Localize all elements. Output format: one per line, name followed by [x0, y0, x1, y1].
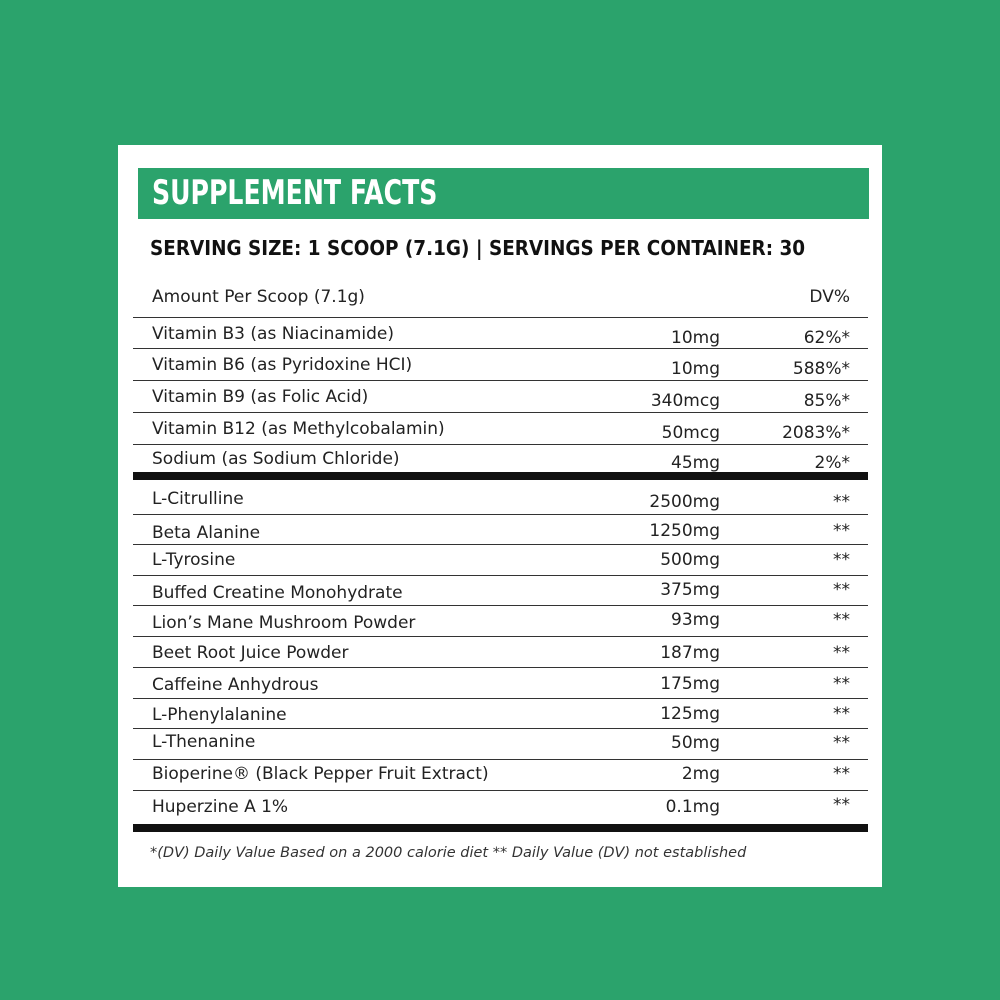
vitamins-section — [133, 318, 868, 480]
table-row — [133, 515, 868, 545]
table-row — [133, 480, 868, 515]
table-row — [133, 576, 868, 606]
nutrient-amount: 45mg — [671, 453, 720, 473]
facts-table — [133, 281, 868, 832]
ingredient-amount: 93mg — [671, 610, 720, 630]
amount-per-scoop-label: Amount Per Scoop (7.1g) — [152, 287, 365, 307]
nutrient-name: Vitamin B6 (as Pyridoxine HCI) — [152, 355, 413, 375]
ingredient-amount: 2500mg — [649, 492, 720, 512]
ingredients-section — [133, 480, 868, 832]
ingredient-name: Caffeine Anhydrous — [152, 675, 319, 695]
ingredient-name: Buffed Creatine Monohydrate — [152, 583, 403, 603]
table-row — [133, 699, 868, 729]
title-bar — [138, 168, 869, 219]
table-row — [133, 413, 868, 445]
dv-header: DV% — [809, 287, 850, 307]
ingredient-amount: 375mg — [660, 580, 720, 600]
ingredient-name: Huperzine A 1% — [152, 797, 289, 817]
table-row — [133, 349, 868, 381]
nutrient-amount: 50mcg — [661, 423, 720, 443]
nutrient-name: Vitamin B12 (as Methylcobalamin) — [152, 419, 445, 439]
ingredient-dv: ** — [833, 521, 850, 541]
ingredient-name: Beet Root Juice Powder — [152, 643, 349, 663]
panel-title: SUPPLEMENT FACTS — [152, 173, 438, 213]
ingredient-dv: ** — [833, 610, 850, 630]
nutrient-dv: 2%* — [814, 453, 850, 473]
ingredient-dv: ** — [833, 764, 850, 784]
ingredient-name: Lion’s Mane Mushroom Powder — [152, 613, 416, 633]
nutrient-amount: 10mg — [671, 359, 720, 379]
nutrient-dv: 85%* — [803, 391, 850, 411]
supplement-facts-panel — [118, 145, 882, 887]
ingredient-dv: ** — [833, 795, 850, 815]
ingredient-dv: ** — [833, 643, 850, 663]
nutrient-amount: 340mcg — [650, 391, 720, 411]
table-row — [133, 545, 868, 576]
nutrient-dv: 2083%* — [782, 423, 850, 443]
ingredient-amount: 50mg — [671, 733, 720, 753]
ingredient-amount: 0.1mg — [665, 797, 720, 817]
ingredient-dv: ** — [833, 674, 850, 694]
ingredient-amount: 500mg — [660, 550, 720, 570]
ingredient-name: L-Thenanine — [152, 732, 256, 752]
ingredient-amount: 125mg — [660, 704, 720, 724]
footnote: *(DV) Daily Value Based on a 2000 calorie diet ** Daily Value (DV) not established — [150, 845, 747, 861]
ingredient-dv: ** — [833, 492, 850, 512]
table-row — [133, 381, 868, 413]
nutrient-dv: 588%* — [792, 359, 850, 379]
ingredient-amount: 1250mg — [649, 521, 720, 541]
table-row — [133, 760, 868, 791]
ingredient-dv: ** — [833, 580, 850, 600]
ingredient-dv: ** — [833, 550, 850, 570]
nutrient-name: Sodium (as Sodium Chloride) — [152, 449, 400, 469]
ingredient-name: L-Citrulline — [152, 489, 244, 509]
ingredient-amount: 175mg — [660, 674, 720, 694]
table-row — [133, 318, 868, 349]
serving-info: SERVING SIZE: 1 SCOOP (7.1G) | SERVINGS PER CONTAINER: 30 — [150, 236, 806, 260]
table-header-row — [133, 281, 868, 318]
ingredient-name: L-Tyrosine — [152, 550, 236, 570]
table-row — [133, 445, 868, 480]
table-row — [133, 606, 868, 637]
ingredient-amount: 187mg — [660, 643, 720, 663]
ingredient-name: Beta Alanine — [152, 523, 261, 543]
ingredient-amount: 2mg — [681, 764, 720, 784]
ingredient-name: L-Phenylalanine — [152, 705, 287, 725]
ingredient-name: Bioperine® (Black Pepper Fruit Extract) — [152, 764, 489, 784]
nutrient-name: Vitamin B9 (as Folic Acid) — [152, 387, 369, 407]
table-row — [133, 791, 868, 832]
nutrient-amount: 10mg — [671, 328, 720, 348]
table-row — [133, 637, 868, 668]
ingredient-dv: ** — [833, 733, 850, 753]
table-row — [133, 668, 868, 699]
nutrient-dv: 62%* — [803, 328, 850, 348]
ingredient-dv: ** — [833, 704, 850, 724]
table-row — [133, 729, 868, 760]
nutrient-name: Vitamin B3 (as Niacinamide) — [152, 324, 395, 344]
